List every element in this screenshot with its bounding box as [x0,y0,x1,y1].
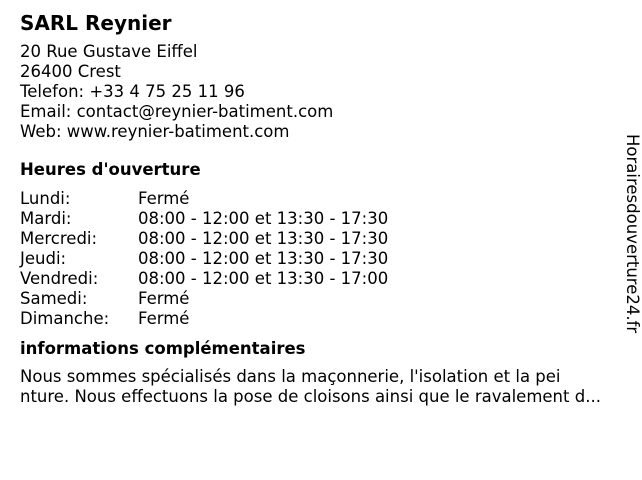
info-text-line: Nous sommes spécialisés dans la maçonnerie, l'isolation et la pei [20,367,561,386]
web-line: Web: www.reynier-batiment.com [20,122,290,141]
city-line: 26400 Crest [20,62,121,81]
hours-row-tuesday [20,209,620,229]
day-label: Jeudi: [20,249,67,268]
hours-value: 08:00 - 12:00 et 13:30 - 17:30 [138,249,389,268]
day-label: Mercredi: [20,229,98,248]
hours-row-sunday [20,309,620,329]
hours-row-thursday [20,249,620,269]
day-label: Vendredi: [20,269,99,288]
phone-line: Telefon: +33 4 75 25 11 96 [20,82,245,101]
hours-value: 08:00 - 12:00 et 13:30 - 17:00 [138,269,389,288]
hours-value: 08:00 - 12:00 et 13:30 - 17:30 [138,229,389,248]
company-name: SARL Reynier [20,11,172,35]
hours-row-monday [20,189,620,209]
hours-row-saturday [20,289,620,309]
opening-hours-table [20,189,620,329]
day-label: Dimanche: [20,309,110,328]
hours-row-wednesday [20,229,620,249]
hours-value: Fermé [138,289,190,308]
hours-value: Fermé [138,309,190,328]
site-watermark: Horairesdouverture24.fr [623,134,642,334]
day-label: Lundi: [20,189,71,208]
hours-value: Fermé [138,189,190,208]
street-address: 20 Rue Gustave Eiffel [20,42,198,61]
additional-info-heading: informations complémentaires [20,339,306,358]
hours-row-friday [20,269,620,289]
opening-hours-heading: Heures d'ouverture [20,160,201,179]
day-label: Samedi: [20,289,88,308]
contact-block [20,42,620,142]
day-label: Mardi: [20,209,72,228]
additional-info-text [20,367,620,407]
business-card [20,10,620,407]
email-line: Email: contact@reynier-batiment.com [20,102,334,121]
hours-value: 08:00 - 12:00 et 13:30 - 17:30 [138,209,389,228]
info-text-line: nture. Nous effectuons la pose de cloisons ainsi que le ravalement d... [20,387,601,406]
